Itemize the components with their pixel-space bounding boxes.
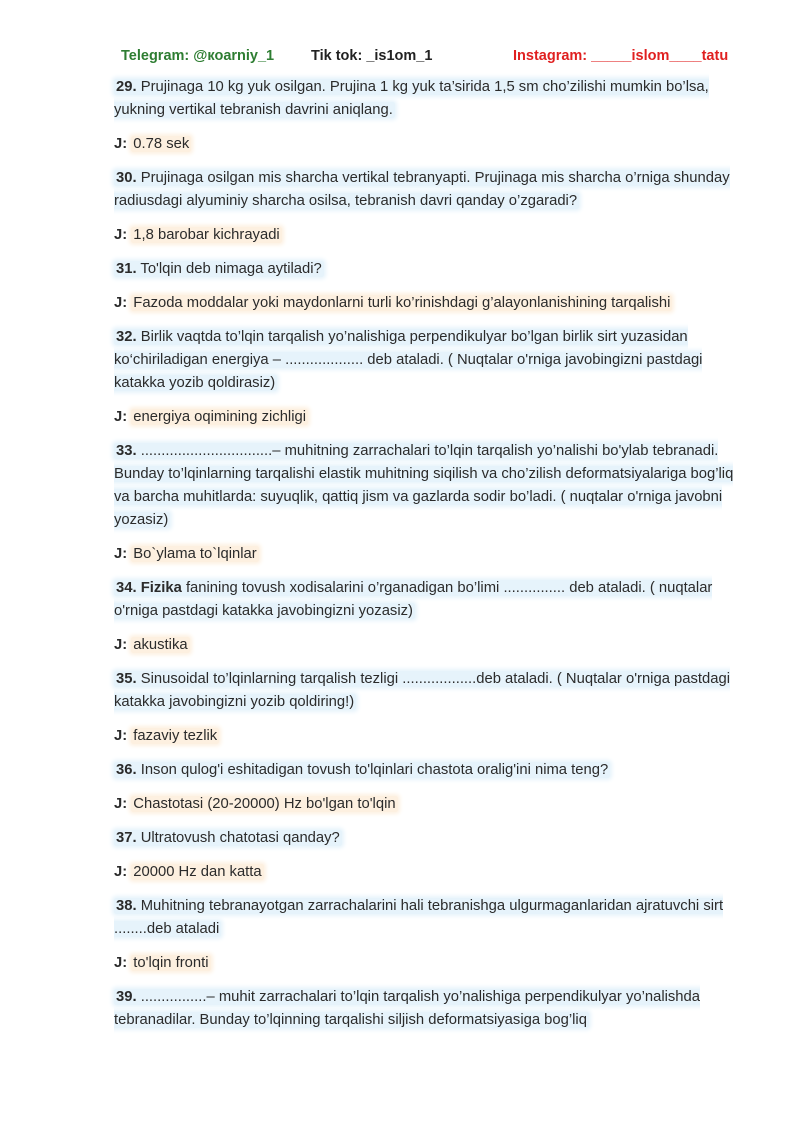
- answer-text: Fazoda moddalar yoki maydonlarni turli ko’rinishdagi g’alayonlanishining tarqalishi: [133, 295, 671, 311]
- answer-text: 20000 Hz dan katta: [133, 864, 262, 880]
- answer-32: [114, 406, 744, 429]
- question-text: Prujinaga osilgan mis sharcha vertikal tebranyapti. Prujinaga mis sharcha o’rniga shunday radiusdagi alyuminiy sharcha osilsa, tebranish davri qanday o’zgaradi?: [114, 170, 730, 209]
- answer-text: 0.78 sek: [133, 136, 190, 152]
- question-35: [114, 668, 744, 714]
- answer-34: [114, 634, 744, 657]
- instagram-handle: Instagram: _____islom____tatu: [513, 48, 729, 64]
- question-number: 29.: [116, 79, 137, 95]
- question-38: [114, 895, 744, 941]
- answer-31: [114, 292, 744, 315]
- answer-label: J:: [114, 546, 128, 562]
- question-number: 34.: [116, 580, 137, 596]
- answer-text: fazaviy tezlik: [133, 728, 218, 744]
- question-34: [114, 577, 744, 623]
- answer-38: [114, 952, 744, 975]
- answer-37: [114, 861, 744, 884]
- question-39: [114, 986, 744, 1032]
- question-number: 32.: [116, 329, 137, 345]
- question-text: ................................– muhitning zarrachalari to’lqin tarqalish yo’nalishi bo'ylab tebranadi. Bunday to’lqinlarning tarqalishi elastik muhitning siqilish va cho’zilish deformatsiyalariga bog’liq va barcha muhitlarda: suyuqlik, qattiq jism va gazlarda sodir bo’ladi. ( nuqtalar o'rniga javobni yozasiz): [114, 443, 734, 528]
- question-text: fanining tovush xodisalarini o’rganadigan bo’limi ............... deb ataladi. ( nuqtalar o'rniga pastdagi katakka javobingizni yozasiz): [114, 580, 713, 619]
- question-29: [114, 76, 744, 122]
- question-33: [114, 440, 744, 532]
- question-number: 36.: [116, 762, 137, 778]
- answer-label: J:: [114, 295, 128, 311]
- answer-text: to'lqin fronti: [133, 955, 209, 971]
- answer-text: akustika: [133, 637, 188, 653]
- question-number: 30.: [116, 170, 137, 186]
- answer-29: [114, 133, 744, 156]
- answer-label: J:: [114, 637, 128, 653]
- bold-word: Fizika: [140, 580, 182, 596]
- answer-30: [114, 224, 744, 247]
- page-header: [121, 48, 741, 68]
- answer-text: Chastotasi (20-20000) Hz bo'lgan to'lqin: [133, 796, 396, 812]
- document-body: [114, 76, 744, 1043]
- question-number: 39.: [116, 989, 137, 1005]
- answer-label: J:: [114, 796, 128, 812]
- question-number: 33.: [116, 443, 137, 459]
- question-text: Sinusoidal to’lqinlarning tarqalish tezligi ..................deb ataladi. ( Nuqtalar o'rniga pastdagi katakka javobingizni yozib qoldiring!): [114, 671, 730, 710]
- question-number: 35.: [116, 671, 137, 687]
- answer-36: [114, 793, 744, 816]
- answer-label: J:: [114, 955, 128, 971]
- answer-text: energiya oqimining zichligi: [133, 409, 307, 425]
- question-text: To'lqin deb nimaga aytiladi?: [140, 261, 322, 277]
- question-text: Inson qulog'i eshitadigan tovush to'lqinlari chastota oralig'ini nima teng?: [140, 762, 609, 778]
- answer-33: [114, 543, 744, 566]
- answer-label: J:: [114, 864, 128, 880]
- question-32: [114, 326, 744, 395]
- answer-text: Bo`ylama to`lqinlar: [133, 546, 257, 562]
- answer-label: J:: [114, 136, 128, 152]
- question-37: [114, 827, 744, 850]
- question-36: [114, 759, 744, 782]
- answer-label: J:: [114, 227, 128, 243]
- question-text: Muhitning tebranayotgan zarrachalarini hali tebranishga ulgurmaganlaridan ajratuvchi sirt ........deb ataladi: [114, 898, 724, 937]
- answer-label: J:: [114, 728, 128, 744]
- question-text: Ultratovush chatotasi qanday?: [140, 830, 340, 846]
- answer-text: 1,8 barobar kichrayadi: [133, 227, 280, 243]
- answer-35: [114, 725, 744, 748]
- question-31: [114, 258, 744, 281]
- question-number: 38.: [116, 898, 137, 914]
- question-30: [114, 167, 744, 213]
- question-number: 31.: [116, 261, 137, 277]
- question-number: 37.: [116, 830, 137, 846]
- question-text: ................– muhit zarrachalari to’lqin tarqalish yo’nalishiga perpendikulyar yo’nalishda tebranadilar. Bunday to’lqinning tarqalishi siljish deformatsiyasiga bog’liq: [114, 989, 700, 1028]
- telegram-handle: Telegram: @коarniy_1: [121, 48, 275, 64]
- question-text: Birlik vaqtda to’lqin tarqalish yo’nalishiga perpendikulyar bo’lgan birlik sirt yuzasidan ko‘chiriladigan energiya – ................... deb ataladi. ( Nuqtalar o'rniga javobingizni pastdagi katakka yozib qoldirasiz): [114, 329, 703, 391]
- answer-label: J:: [114, 409, 128, 425]
- tiktok-handle: Tik tok: _is1om_1: [311, 48, 433, 64]
- question-text: Prujinaga 10 kg yuk osilgan. Prujina 1 kg yuk ta’sirida 1,5 sm cho’zilishi mumkin bo’lsa, yukning vertikal tebranish davrini aniqlang.: [114, 79, 709, 118]
